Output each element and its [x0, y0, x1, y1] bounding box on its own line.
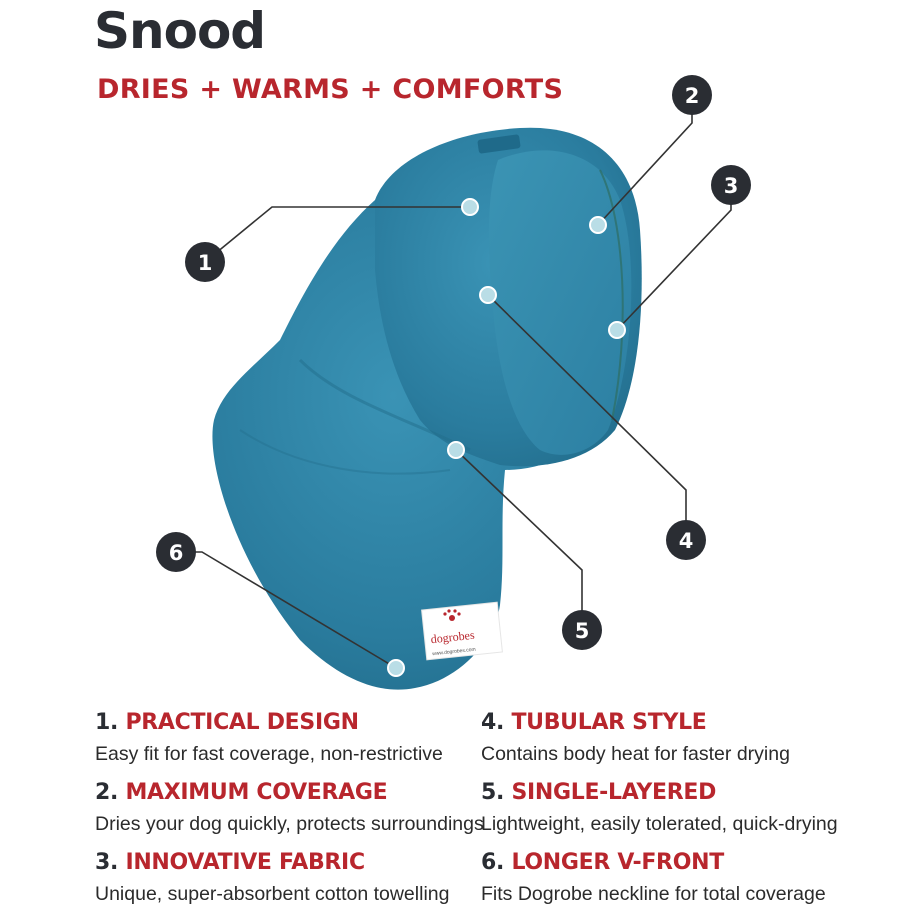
feature-title: PRACTICAL DESIGN — [125, 710, 359, 735]
feature-6 — [481, 850, 881, 906]
label-brand: dogrobes — [429, 627, 476, 647]
label-url: www.dogrobes.com — [431, 646, 476, 658]
feature-title: LONGER V-FRONT — [511, 850, 724, 875]
feature-5 — [481, 780, 881, 836]
page-title: Snood — [94, 2, 266, 60]
brand-label — [422, 602, 503, 660]
svg-text:1: 1 — [197, 251, 213, 275]
anchor-dot-6 — [388, 660, 404, 676]
feature-3 — [95, 850, 495, 906]
feature-title: SINGLE-LAYERED — [511, 780, 717, 805]
feature-number: 5. — [481, 780, 505, 805]
anchor-dot-4 — [480, 287, 496, 303]
anchor-dot-5 — [448, 442, 464, 458]
feature-title: MAXIMUM COVERAGE — [125, 780, 388, 805]
svg-text:4: 4 — [678, 529, 694, 553]
feature-description: Unique, super-absorbent cotton towelling — [95, 883, 450, 905]
anchor-dot-1 — [462, 199, 478, 215]
feature-description: Dries your dog quickly, protects surroundings — [95, 813, 484, 835]
feature-number: 3. — [95, 850, 119, 875]
tagline: DRIES + WARMS + COMFORTS — [97, 74, 564, 105]
feature-title: INNOVATIVE FABRIC — [125, 850, 365, 875]
feature-2 — [95, 780, 495, 836]
feature-number: 6. — [481, 850, 505, 875]
feature-1 — [95, 710, 495, 766]
svg-text:2: 2 — [684, 84, 700, 108]
anchor-dot-3 — [609, 322, 625, 338]
feature-number: 2. — [95, 780, 119, 805]
feature-number: 4. — [481, 710, 505, 735]
svg-text:5: 5 — [574, 619, 590, 643]
feature-description: Easy fit for fast coverage, non-restrictive — [95, 743, 443, 765]
feature-title: TUBULAR STYLE — [511, 710, 707, 735]
feature-description: Contains body heat for faster drying — [481, 743, 790, 765]
svg-text:3: 3 — [723, 174, 739, 198]
feature-number: 1. — [95, 710, 119, 735]
feature-4 — [481, 710, 881, 766]
feature-description: Fits Dogrobe neckline for total coverage — [481, 883, 826, 905]
svg-text:6: 6 — [168, 541, 184, 565]
feature-description: Lightweight, easily tolerated, quick-drying — [481, 813, 838, 835]
anchor-dot-2 — [590, 217, 606, 233]
